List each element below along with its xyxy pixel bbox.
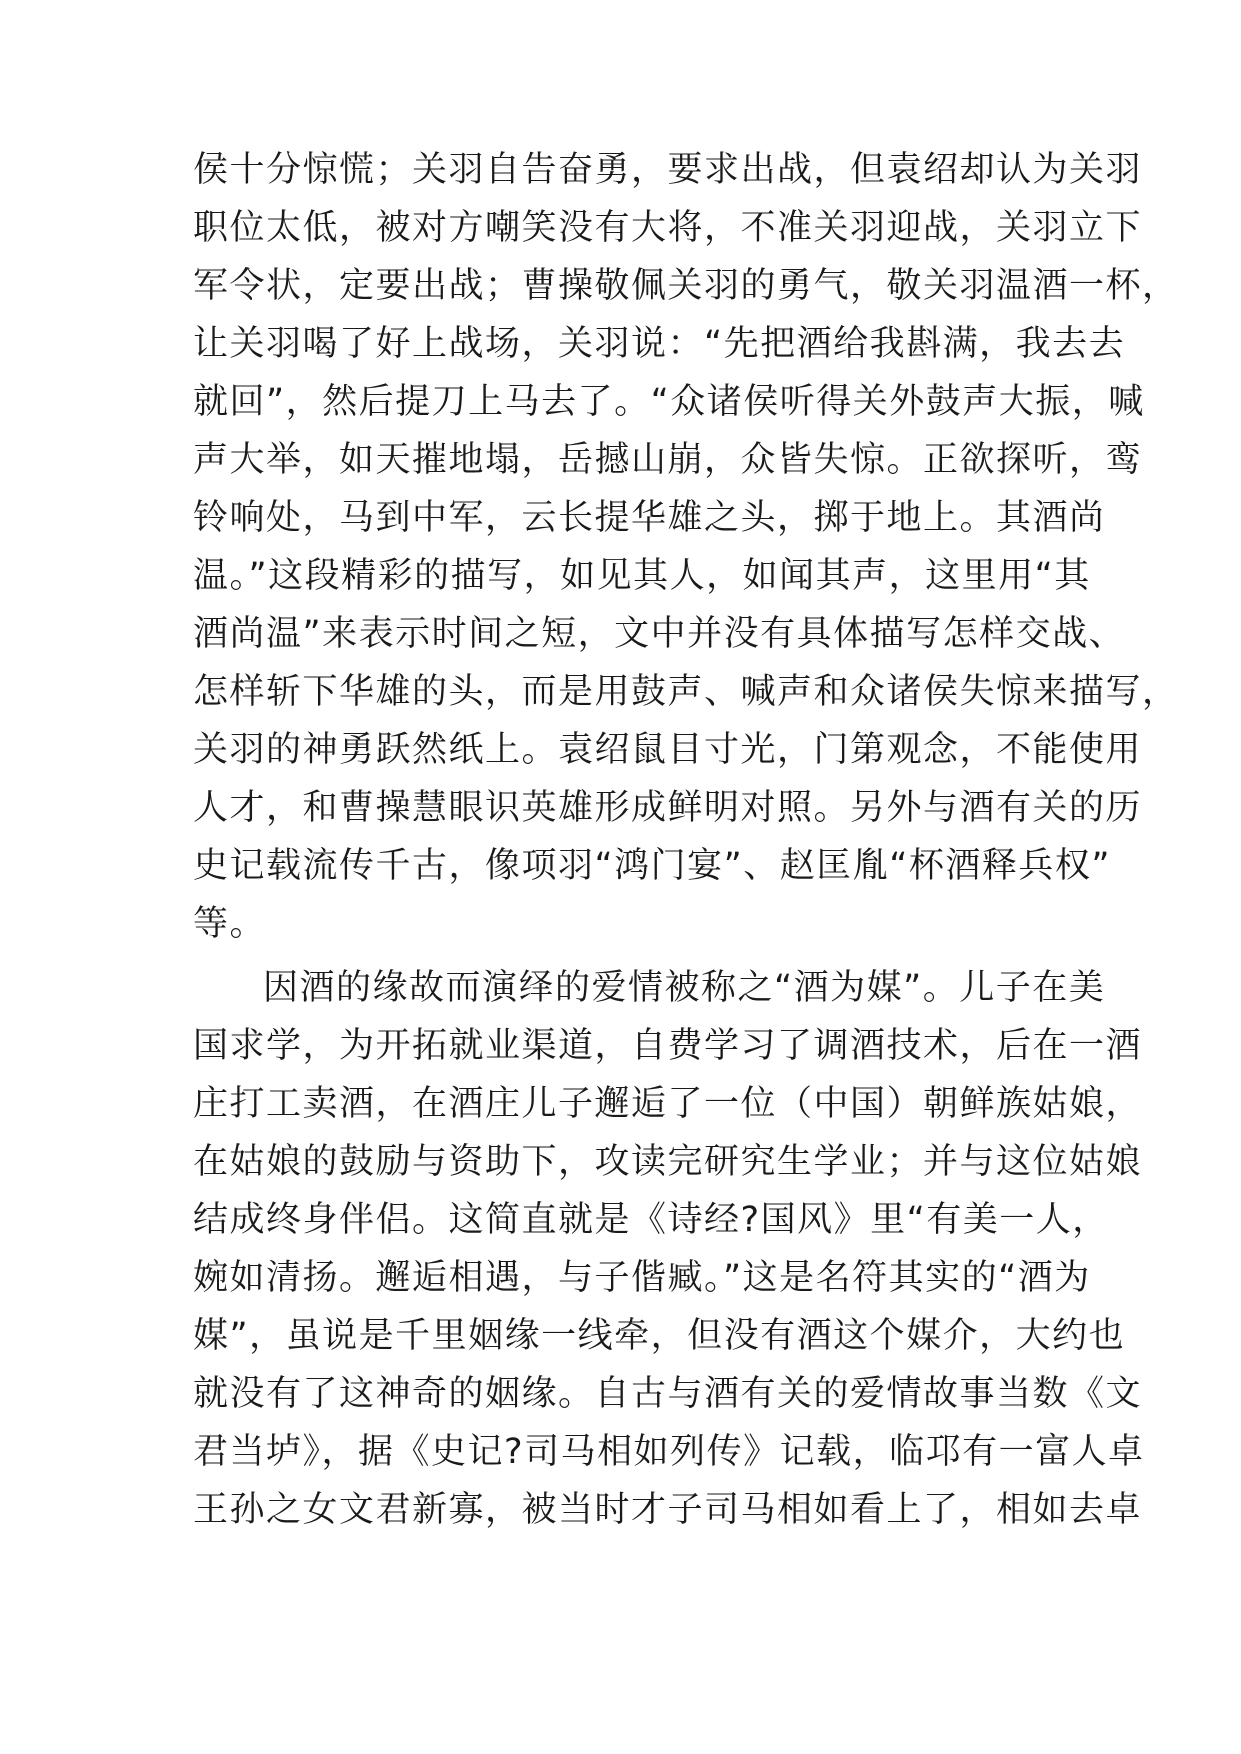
text-line: 职位太低，被对方嘲笑没有大将，不准关羽迎战，关羽立下 — [193, 208, 1143, 248]
text-line: 婉如清扬。邂逅相遇，与子偕臧。”这是名符其实的“酒为 — [193, 1258, 1091, 1298]
text-line: 王孙之女文君新寡，被当时才子司马相如看上了，相如去卓 — [193, 1490, 1143, 1530]
paragraph-first-line: 因酒的缘故而演绎的爱情被称之“酒为媒”。儿子在美 — [263, 968, 1106, 1008]
text-line: 国求学，为开拓就业渠道，自费学习了调酒技术，后在一酒 — [193, 1026, 1143, 1066]
text-line: 铃响处，马到中军，云长提华雄之头，掷于地上。其酒尚 — [193, 498, 1106, 538]
text-line: 就没有了这神奇的姻缘。自古与酒有关的爱情故事当数《文 — [193, 1374, 1143, 1414]
text-line: 媒”，虽说是千里姻缘一线牵，但没有酒这个媒介，大约也 — [193, 1316, 1126, 1356]
text-line: 声大举，如天摧地塌，岳撼山崩，众皆失惊。正欲探听，鸾 — [193, 440, 1143, 480]
text-line: 就回”，然后提刀上马去了。“众诸侯听得关外鼓声大振，喊 — [193, 382, 1145, 422]
text-line: 在姑娘的鼓励与资助下，攻读完研究生学业；并与这位姑娘 — [193, 1142, 1143, 1182]
text-line: 怎样斩下华雄的头，而是用鼓声、喊声和众诸侯失惊来描写， — [193, 672, 1179, 712]
text-line: 史记载流传千古，像项羽“鸿门宴”、赵匡胤“杯酒释兵权” — [193, 846, 1112, 886]
text-line: 庄打工卖酒，在酒庄儿子邂逅了一位（中国）朝鲜族姑娘， — [193, 1084, 1143, 1124]
text-line: 酒尚温”来表示时间之短，文中并没有具体描写怎样交战、 — [193, 614, 1126, 654]
text-line: 关羽的神勇跃然纸上。袁绍鼠目寸光，门第观念，不能使用 — [193, 730, 1143, 770]
text-line: 君当垆》，据《史记?司马相如列传》记载，临邛有一富人卓 — [193, 1432, 1145, 1472]
text-line: 人才，和曹操慧眼识英雄形成鲜明对照。另外与酒有关的历 — [193, 788, 1143, 828]
text-line: 结成终身伴侣。这简直就是《诗经?国风》里“有美一人， — [193, 1200, 1109, 1240]
text-line: 让关羽喝了好上战场，关羽说：“先把酒给我斟满，我去去 — [193, 324, 1126, 364]
text-line: 等。 — [193, 904, 267, 944]
text-line: 军令状，定要出战；曹操敬佩关羽的勇气，敬关羽温酒一杯， — [193, 266, 1179, 306]
text-line: 侯十分惊慌；关羽自告奋勇，要求出战，但袁绍却认为关羽 — [193, 150, 1143, 190]
text-line: 温。”这段精彩的描写，如见其人，如闻其声，这里用“其 — [193, 556, 1091, 596]
